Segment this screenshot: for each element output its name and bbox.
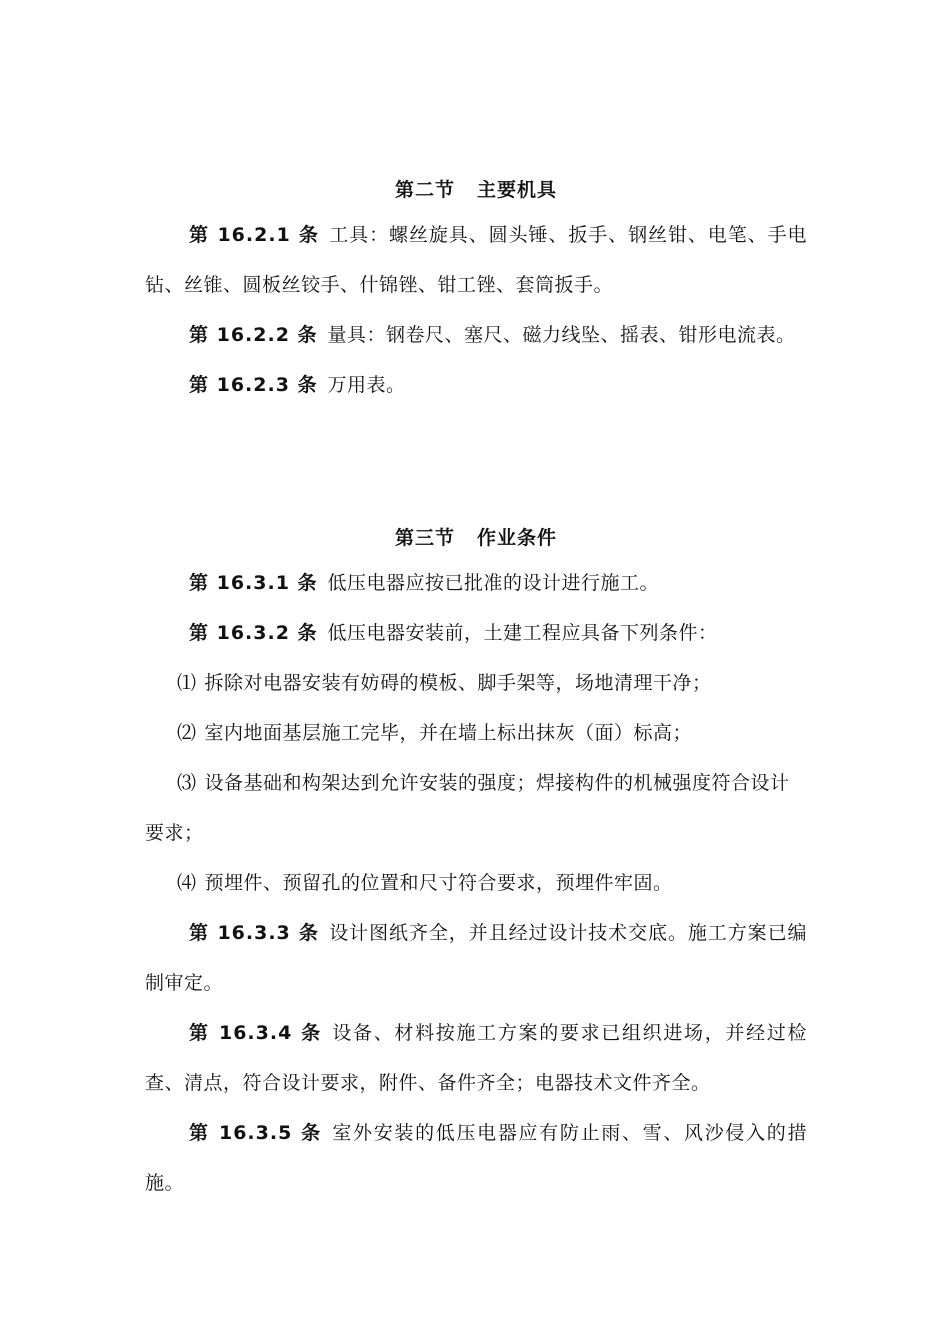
- list-marker: ⑶: [177, 772, 197, 794]
- article-text: 万用表。: [327, 374, 406, 396]
- article-text: 量具：钢卷尺、塞尺、磁力线坠、摇表、钳形电流表。: [327, 324, 796, 346]
- article-text: 设备、材料按施工方案的要求已组织进场，并经过检查、清点，符合设计要求，附件、备件齐全；电器技术文件齐全。: [145, 1022, 807, 1094]
- article-text: 工具：螺丝旋具、圆头锤、扳手、钢丝钳、电笔、手电钻、丝锥、圆板丝铰手、什锦锉、钳工锉、套筒扳手。: [145, 224, 807, 296]
- list-item: [145, 658, 807, 708]
- list-marker: ⑵: [177, 722, 197, 744]
- list-item: [145, 758, 807, 858]
- article-16-2-3: [145, 360, 807, 410]
- list-marker: ⑷: [177, 872, 197, 894]
- list-item-text: 室内地面基层施工完毕，并在墙上标出抹灰（面）标高；: [204, 722, 693, 744]
- article-number: 第 16.3.4 条: [189, 1022, 323, 1044]
- article-number: 第 16.3.1 条: [189, 572, 318, 594]
- section-title: 主要机具: [477, 179, 558, 201]
- article-number: 第 16.2.3 条: [189, 374, 318, 396]
- list-item-text: 拆除对电器安装有妨碍的模板、脚手架等，场地清理干净；: [204, 672, 712, 694]
- article-16-3-3: [145, 908, 807, 1008]
- article-text: 低压电器应按已批准的设计进行施工。: [327, 572, 660, 594]
- list-marker: ⑴: [177, 672, 197, 694]
- article-16-3-2: [145, 608, 807, 658]
- section-heading: [145, 170, 807, 210]
- section-number: 第三节: [394, 527, 455, 549]
- article-16-3-4: [145, 1008, 807, 1108]
- article-text: 低压电器安装前，土建工程应具备下列条件：: [327, 622, 718, 644]
- section-number: 第二节: [394, 179, 455, 201]
- article-number: 第 16.2.1 条: [189, 224, 320, 246]
- article-text: 室外安装的低压电器应有防止雨、雪、风沙侵入的措施。: [145, 1122, 807, 1194]
- article-16-3-5: [145, 1108, 807, 1208]
- article-16-2-1: [145, 210, 807, 310]
- section-work-conditions: [145, 518, 807, 1208]
- list-item: [145, 708, 807, 758]
- list-item-text: 设备基础和构架达到允许安装的强度；焊接构件的机械强度符合设计要求；: [145, 772, 790, 844]
- article-16-2-2: [145, 310, 807, 360]
- list-item: [145, 858, 807, 908]
- article-number: 第 16.2.2 条: [189, 324, 318, 346]
- list-item-text: 预埋件、预留孔的位置和尺寸符合要求，预埋件牢固。: [204, 872, 673, 894]
- article-number: 第 16.3.3 条: [189, 922, 320, 944]
- article-number: 第 16.3.2 条: [189, 622, 318, 644]
- article-text: 设计图纸齐全，并且经过设计技术交底。施工方案已编制审定。: [145, 922, 807, 994]
- section-heading: [145, 518, 807, 558]
- section-main-tools: [145, 170, 807, 410]
- article-16-3-1: [145, 558, 807, 608]
- section-title: 作业条件: [477, 527, 558, 549]
- article-number: 第 16.3.5 条: [189, 1122, 323, 1144]
